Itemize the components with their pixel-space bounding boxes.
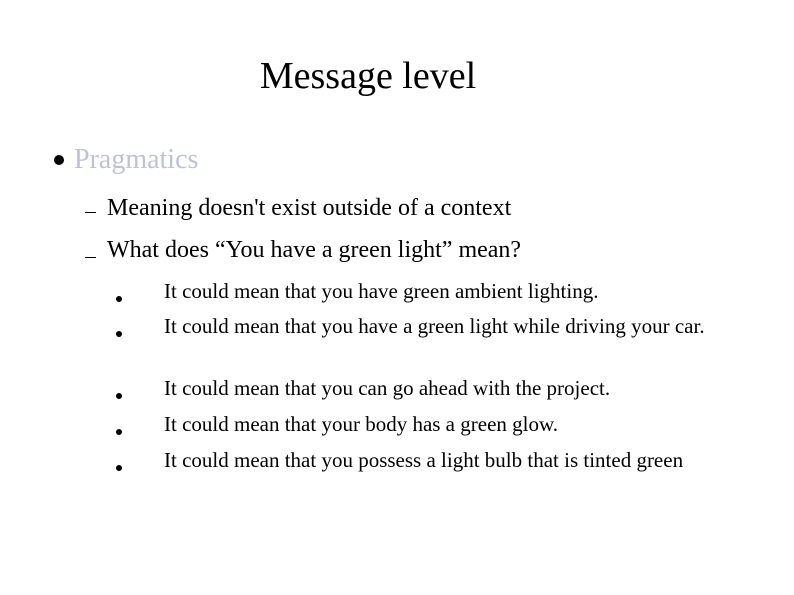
list-item: It could mean that you can go ahead with the project. [164, 376, 611, 400]
bullet-dot-icon [116, 429, 122, 435]
heading-pragmatics: Pragmatics [74, 144, 199, 175]
subpoint-text: Meaning doesn't exist outside of a context [107, 195, 512, 221]
slide-title: Message level [259, 55, 477, 97]
bullet-dot-icon [116, 331, 122, 337]
list-item: It could mean that you have green ambient lighting. [164, 279, 599, 303]
bullet-dot-icon [54, 155, 64, 165]
dash-bullet-icon [85, 257, 96, 258]
bullet-dot-icon [116, 393, 122, 399]
bullet-dot-icon [116, 465, 122, 471]
list-item: It could mean that you possess a light bulb that is tinted green [164, 448, 684, 472]
subpoint-text: What does “You have a green light” mean? [107, 237, 522, 263]
dash-bullet-icon [85, 212, 96, 213]
list-item: It could mean that you have a green light while driving your car. [164, 314, 705, 338]
bullet-dot-icon [116, 296, 122, 302]
list-item: It could mean that your body has a green glow. [164, 412, 559, 436]
